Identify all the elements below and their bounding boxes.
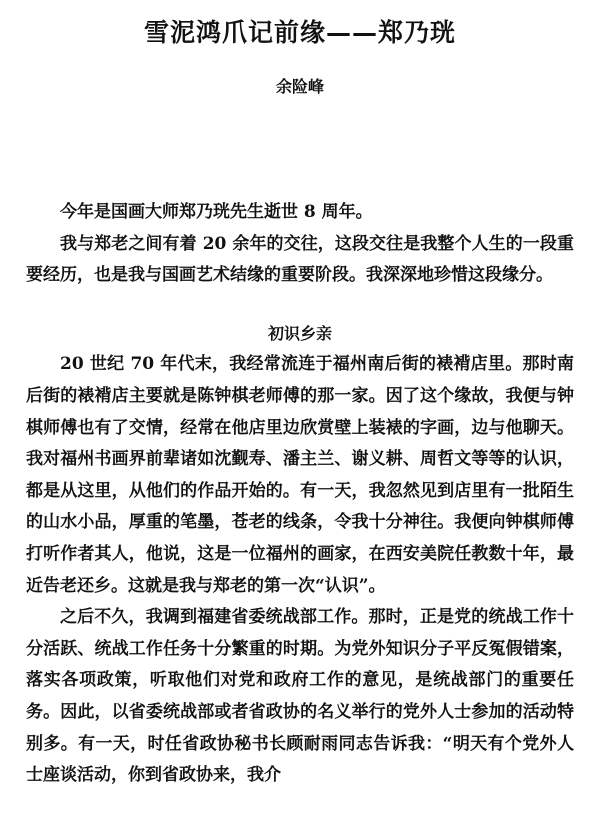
- section-paragraph-1: 20 世纪 70 年代末，我经常流连于福州南后街的裱褙店里。那时南后街的裱褙店主要就是陈钟棋老师傅的那一家。因了这个缘故，我便与钟棋师傅也有了交情，经常在他店里边欣赏壁上装裱的字画，边与他聊天。我对福州书画界前辈诸如沈觐寿、潘主兰、谢义耕、周哲文等等的认识，都是从这里，从他们的作品开始的。有一天，我忽然见到店里有一批陌生的山水小品，厚重的笔墨，苍老的线条，令我十分神往。我便向钟棋师傅打听作者其人，他说，这是一位福州的画家，在西安美院任教数十年，最近告老还乡。这就是我与郑老的第一次“认识”。: [26, 354, 574, 596]
- section-paragraph-2: 之后不久，我调到福建省委统战部工作。那时，正是党的统战工作十分活跃、统战工作任务十分繁重的时期。为党外知识分子平反冤假错案，落实各项政策，听取他们对党和政府工作的意见，是统战部门的重要任务。因此，以省委统战部或者省政协的名义举行的党外人士参加的活动特别多。有一天，时任省政协秘书长顾耐雨同志告诉我：“明天有个党外人士座谈活动，你到省政协来，我介: [26, 607, 574, 786]
- document-title: 雪泥鸿爪记前缘——郑乃珖: [143, 18, 456, 47]
- intro-paragraph-1: 今年是国画大师郑乃珖先生逝世 8 周年。: [60, 202, 373, 222]
- author-name: 余险峰: [275, 77, 324, 96]
- section-heading: 初识乡亲: [267, 323, 332, 343]
- intro-paragraph-2: 我与郑老之间有着 20 余年的交往，这段交往是我整个人生的一段重要经历，也是我与国画艺术结缘的重要阶段。我深深地珍惜这段缘分。: [26, 233, 574, 286]
- document-body: [26, 197, 574, 792]
